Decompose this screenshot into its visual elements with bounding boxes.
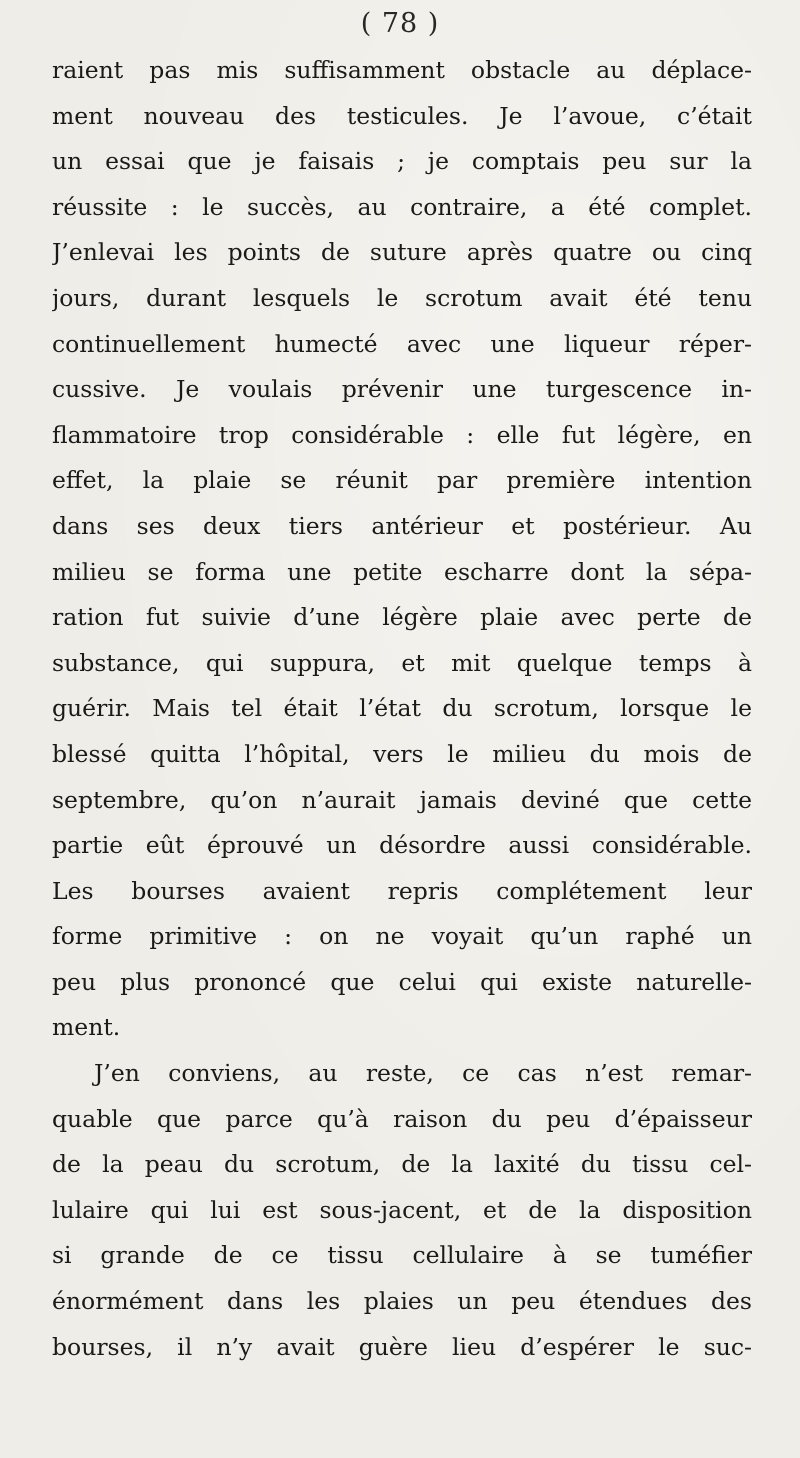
text-line: guérir. Mais tel était l’état du scrotum, lorsque le [52,694,752,723]
text-line: de la peau du scrotum, de la laxité du tissu cel- [52,1150,752,1179]
text-line: cussive. Je voulais prévenir une turgescence in- [52,375,752,404]
text-line: milieu se forma une petite escharre dont la sépa- [52,557,752,586]
text-line: un essai que je faisais ; je comptais peu sur la [52,147,752,176]
text-line: continuellement humecté avec une liqueur réper- [52,329,752,358]
text-line: bourses, il n’y avait guère lieu d’espérer le suc- [52,1332,752,1361]
body-text [52,48,752,1370]
text-line: énormément dans les plaies un peu étendues des [52,1287,752,1316]
text-line: dans ses deux tiers antérieur et postérieur. Au [52,511,752,540]
text-line: Les bourses avaient repris complétement leur [52,876,752,905]
text-line: flammatoire trop considérable : elle fut légère, en [52,420,752,449]
text-line: substance, qui suppura, et mit quelque temps à [52,648,752,677]
text-line: quable que parce qu’à raison du peu d’épaisseur [52,1104,752,1133]
text-line: effet, la plaie se réunit par première intention [52,466,752,495]
text-line: blessé quitta l’hôpital, vers le milieu du mois de [52,739,752,768]
paragraph-start-line: J’en conviens, au reste, ce cas n’est remar- [94,1059,752,1088]
text-line: lulaire qui lui est sous-jacent, et de la disposition [52,1195,752,1224]
text-line: ration fut suivie d’une légère plaie avec perte de [52,603,752,632]
text-line: septembre, qu’on n’aurait jamais deviné que cette [52,785,752,814]
text-line: forme primitive : on ne voyait qu’un raphé un [52,922,752,951]
text-line: partie eût éprouvé un désordre aussi considérable. [52,831,752,860]
text-line: réussite : le succès, au contraire, a été complet. [52,192,752,221]
text-line: raient pas mis suffisamment obstacle au déplace- [52,56,752,84]
text-line: ment nouveau des testicules. Je l’avoue, c’était [52,101,752,130]
paragraph-end-line: ment. [52,1013,121,1042]
text-line: peu plus prononcé que celui qui existe naturelle- [52,967,752,996]
page-number: ( 78 ) [360,8,440,39]
text-line: si grande de ce tissu cellulaire à se tuméfier [52,1241,752,1270]
text-line: J’enlevai les points de suture après quatre ou cinq [52,238,752,267]
text-line: jours, durant lesquels le scrotum avait été tenu [52,283,752,312]
